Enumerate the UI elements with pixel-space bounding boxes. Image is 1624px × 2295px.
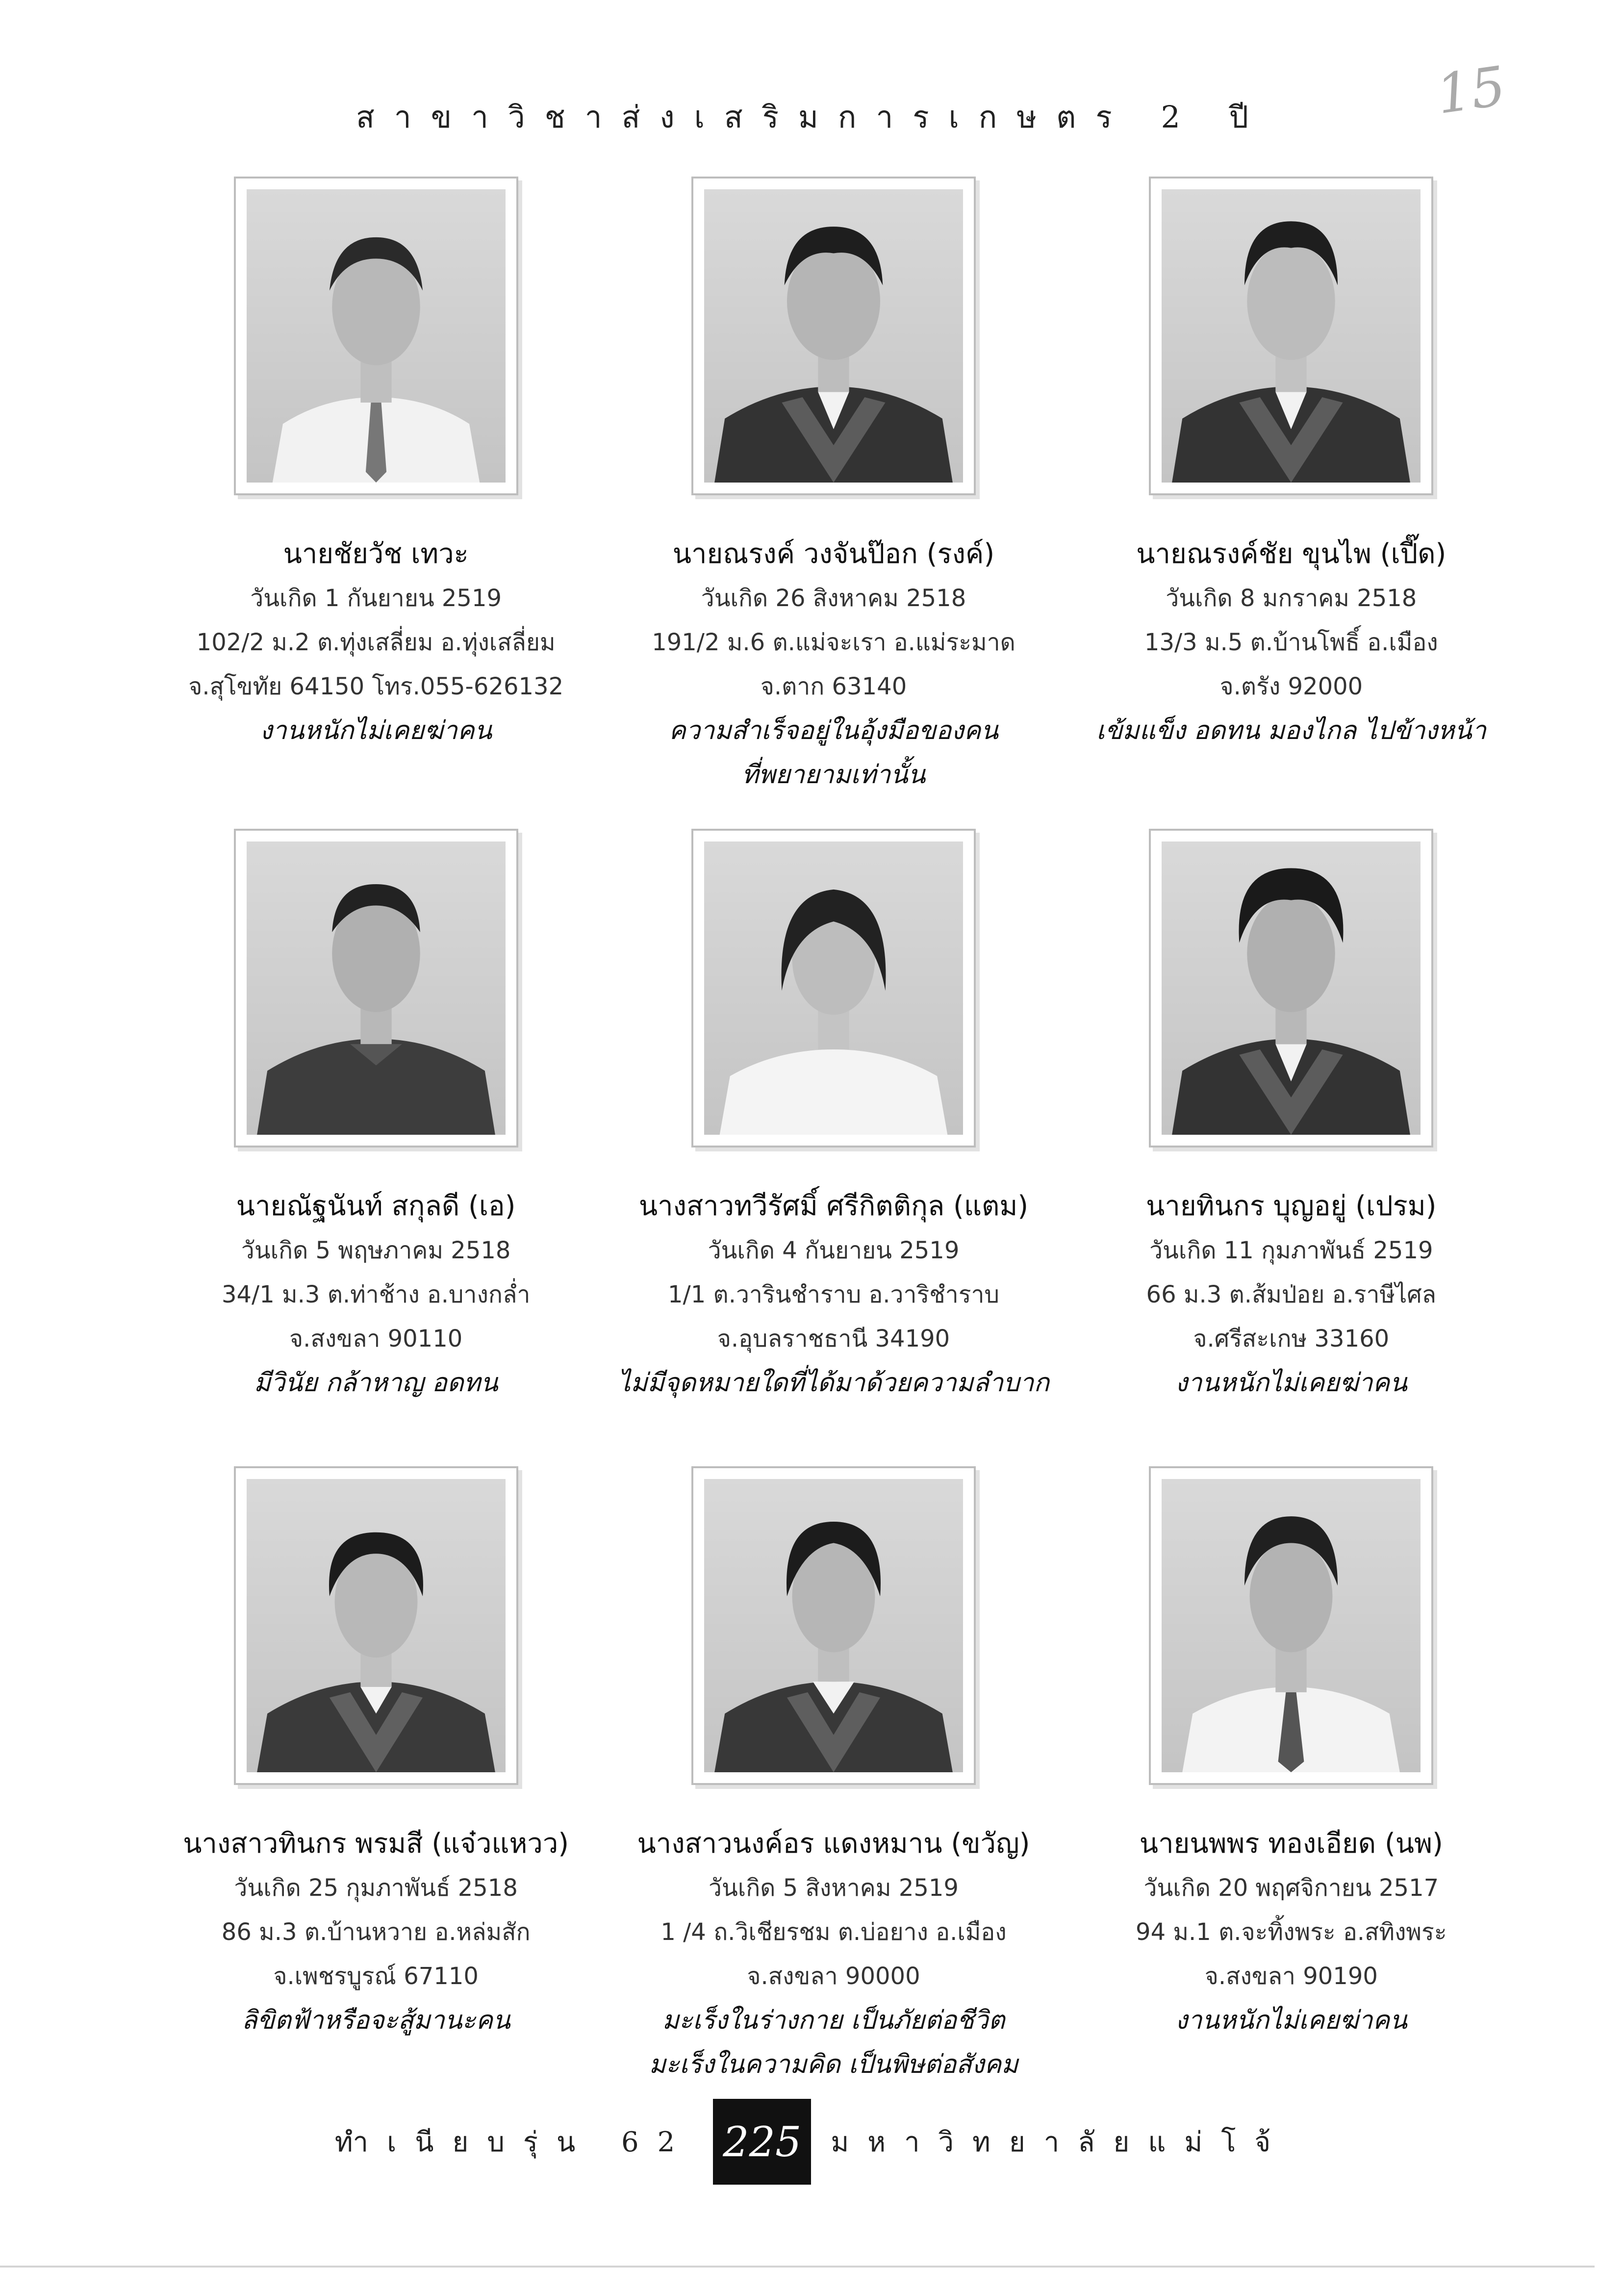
page-bottom-rule bbox=[0, 2266, 1595, 2268]
portrait-silhouette-icon bbox=[704, 842, 963, 1135]
student-portrait-photo bbox=[1162, 1479, 1421, 1772]
student-motto-line1: ความสำเร็จอยู่ในอุ้งมือของคน bbox=[669, 716, 998, 745]
student-portrait-photo bbox=[247, 1479, 506, 1772]
student-info bbox=[605, 1822, 1062, 2087]
student-name: นายชัยวัช เทวะ bbox=[283, 538, 469, 570]
portrait-silhouette-icon bbox=[1162, 189, 1421, 483]
student-name: นายณรงค์ วงจันป๊อก (รงค์) bbox=[672, 538, 995, 570]
student-address-line2: จ.สงขลา 90000 bbox=[747, 1963, 920, 1990]
student-card bbox=[147, 829, 605, 1466]
student-card bbox=[1063, 177, 1520, 829]
student-portrait-photo bbox=[704, 842, 963, 1135]
student-address-line1: 1/1 ต.วารินชำราบ อ.วาริชำราบ bbox=[668, 1281, 999, 1308]
student-birthdate: วันเกิด 5 สิงหาคม 2519 bbox=[709, 1874, 959, 1902]
student-address-line1: 1 /4 ถ.วิเชียรชม ต.บ่อยาง อ.เมือง bbox=[660, 1918, 1007, 1946]
student-name: นางสาวทินกร พรมสี (แจ๋วแหวว) bbox=[183, 1828, 569, 1860]
student-portrait-photo bbox=[1162, 189, 1421, 483]
portrait-silhouette-icon bbox=[1162, 842, 1421, 1135]
student-name: นางสาวนงค์อร แดงหมาน (ขวัญ) bbox=[637, 1828, 1030, 1860]
portrait-silhouette-icon bbox=[247, 842, 506, 1135]
student-motto-line1: ลิขิตฟ้าหรือจะสู้มานะคน bbox=[241, 2006, 510, 2035]
student-info bbox=[147, 1822, 605, 2042]
student-address-line2: จ.สงขลา 90190 bbox=[1204, 1963, 1378, 1990]
student-motto-line1: งานหนักไม่เคยฆ่าคน bbox=[1175, 2006, 1407, 2035]
student-portrait-photo bbox=[1162, 842, 1421, 1135]
student-address-line2: จ.อุบลราชธานี 34190 bbox=[717, 1325, 950, 1352]
student-address-line1: 86 ม.3 ต.บ้านหวาย อ.หล่มสัก bbox=[221, 1918, 531, 1946]
student-portrait-photo bbox=[247, 842, 506, 1135]
student-name: นายนพพร ทองเอียด (นพ) bbox=[1139, 1828, 1443, 1860]
student-address-line2: จ.สงขลา 90110 bbox=[289, 1325, 463, 1352]
student-motto-line1: มะเร็งในร่างกาย เป็นภัยต่อชีวิต bbox=[662, 2006, 1005, 2035]
student-photo-frame bbox=[1149, 829, 1433, 1148]
student-address-line2: จ.เพชรบูรณ์ 67110 bbox=[273, 1963, 479, 1990]
student-card bbox=[1063, 829, 1520, 1466]
portrait-silhouette-icon bbox=[704, 1479, 963, 1772]
student-photo-frame bbox=[691, 1466, 976, 1785]
student-info bbox=[1063, 1822, 1520, 2042]
student-photo-frame bbox=[1149, 177, 1433, 495]
portrait-silhouette-icon bbox=[247, 189, 506, 483]
student-portrait-photo bbox=[247, 189, 506, 483]
student-card bbox=[1063, 1466, 1520, 2118]
student-motto-line2: ที่พยายามเท่านั้น bbox=[741, 760, 926, 790]
student-motto-line1: ไม่มีจุดหมายใดที่ได้มาด้วยความลำบาก bbox=[618, 1368, 1049, 1398]
student-birthdate: วันเกิด 25 กุมภาพันธ์ 2518 bbox=[234, 1874, 518, 1902]
student-name: นายณัฐนันท์ สกุลดี (เอ) bbox=[236, 1190, 516, 1222]
student-motto-line1: งานหนักไม่เคยฆ่าคน bbox=[1175, 1368, 1407, 1398]
student-birthdate: วันเกิด 8 มกราคม 2518 bbox=[1166, 585, 1417, 612]
student-address-line2: จ.สุโขทัย 64150 โทร.055-626132 bbox=[188, 673, 564, 700]
student-info bbox=[605, 532, 1062, 797]
student-card bbox=[605, 829, 1062, 1466]
student-photo-frame bbox=[234, 829, 518, 1148]
page-footer bbox=[0, 2099, 1624, 2185]
student-birthdate: วันเกิด 11 กุมภาพันธ์ 2519 bbox=[1149, 1237, 1433, 1264]
student-photo-frame bbox=[234, 1466, 518, 1785]
footer-yearbook-label: ทำเนียบรุ่น 62 bbox=[334, 2126, 694, 2158]
student-address-line1: 34/1 ม.3 ต.ท่าช้าง อ.บางกล่ำ bbox=[221, 1281, 531, 1308]
student-photo-frame bbox=[234, 177, 518, 495]
student-motto-line1: มีวินัย กล้าหาญ อดทน bbox=[254, 1368, 498, 1398]
student-motto-line2: มะเร็งในความคิด เป็นพิษต่อสังคม bbox=[649, 2050, 1018, 2079]
student-photo-frame bbox=[691, 177, 976, 495]
student-address-line1: 13/3 ม.5 ต.บ้านโพธิ์ อ.เมือง bbox=[1144, 629, 1438, 656]
student-address-line1: 94 ม.1 ต.จะทิ้งพระ อ.สทิงพระ bbox=[1136, 1918, 1447, 1946]
student-address-line2: จ.ตาก 63140 bbox=[760, 673, 907, 700]
page-number: 225 bbox=[713, 2099, 811, 2185]
student-motto-line1: เข้มแข็ง อดทน มองไกล ไปข้างหน้า bbox=[1096, 716, 1486, 745]
student-card bbox=[605, 177, 1062, 829]
student-address-line1: 66 ม.3 ต.ส้มป่อย อ.ราษีไศล bbox=[1146, 1281, 1437, 1308]
student-motto-line1: งานหนักไม่เคยฆ่าคน bbox=[260, 716, 492, 745]
portrait-silhouette-icon bbox=[247, 1479, 506, 1772]
student-portrait-photo bbox=[704, 1479, 963, 1772]
student-card bbox=[605, 1466, 1062, 2118]
student-birthdate: วันเกิด 5 พฤษภาคม 2518 bbox=[241, 1237, 511, 1264]
student-info bbox=[147, 532, 605, 753]
student-info bbox=[605, 1184, 1062, 1405]
student-card bbox=[147, 177, 605, 829]
student-photo-frame bbox=[1149, 1466, 1433, 1785]
student-name: นายณรงค์ชัย ขุนไพ (เปี๊ด) bbox=[1136, 538, 1446, 570]
student-photo-frame bbox=[691, 829, 976, 1148]
student-birthdate: วันเกิด 26 สิงหาคม 2518 bbox=[701, 585, 966, 612]
student-card bbox=[147, 1466, 605, 2118]
student-address-line1: 191/2 ม.6 ต.แม่จะเรา อ.แม่ระมาด bbox=[652, 629, 1015, 656]
student-birthdate: วันเกิด 4 กันยายน 2519 bbox=[708, 1237, 960, 1264]
student-grid bbox=[147, 177, 1520, 2118]
student-portrait-photo bbox=[704, 189, 963, 483]
portrait-silhouette-icon bbox=[1162, 1479, 1421, 1772]
student-name: นางสาวทวีรัศมิ์ ศรีกิตติกุล (แตม) bbox=[638, 1190, 1029, 1222]
page-header: สาขาวิชาส่งเสริมการเกษตร 2 ปี bbox=[356, 99, 1268, 135]
student-info bbox=[147, 1184, 605, 1405]
student-info bbox=[1063, 532, 1520, 753]
portrait-silhouette-icon bbox=[704, 189, 963, 483]
student-address-line2: จ.ศรีสะเกษ 33160 bbox=[1193, 1325, 1390, 1352]
student-address-line1: 102/2 ม.2 ต.ทุ่งเสลี่ยม อ.ทุ่งเสลี่ยม bbox=[196, 629, 556, 656]
student-address-line2: จ.ตรัง 92000 bbox=[1219, 673, 1363, 700]
student-name: นายทินกร บุญอยู่ (เปรม) bbox=[1146, 1190, 1437, 1222]
footer-university-name: มหาวิทยาลัยแม่โจ้ bbox=[831, 2126, 1290, 2158]
handwritten-page-mark: 15 bbox=[1432, 54, 1510, 127]
student-birthdate: วันเกิด 20 พฤศจิกายน 2517 bbox=[1143, 1874, 1439, 1902]
student-info bbox=[1063, 1184, 1520, 1405]
student-birthdate: วันเกิด 1 กันยายน 2519 bbox=[250, 585, 502, 612]
